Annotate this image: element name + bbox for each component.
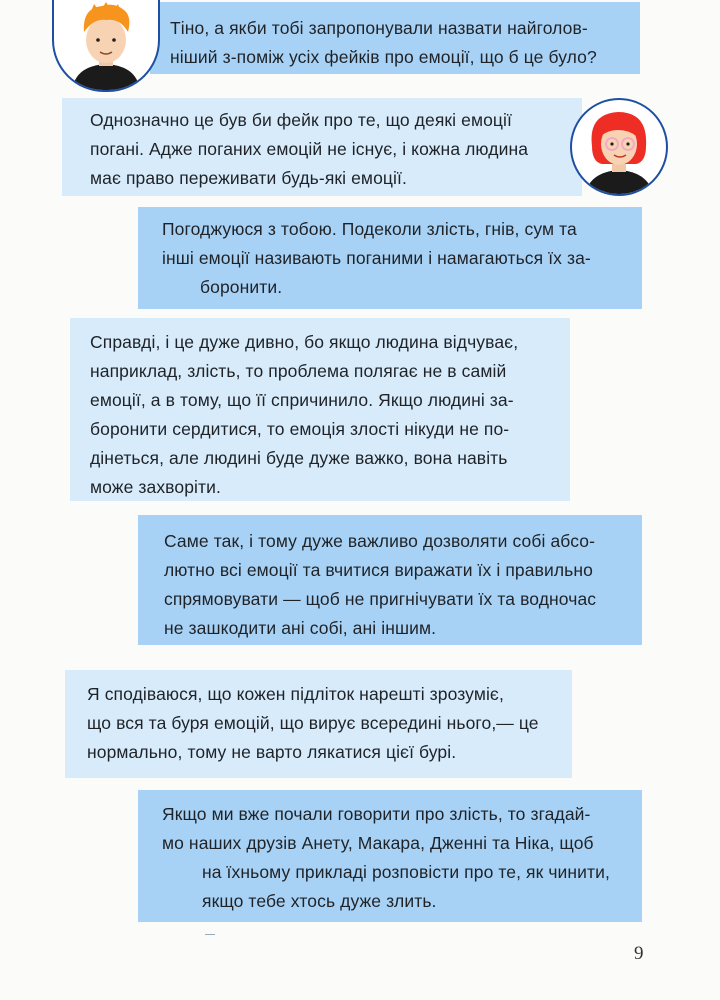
bubble-7-line-3: на їхньому прикладі розповісти про те, як чинити, bbox=[202, 862, 611, 882]
bubble-2-line-1: Однозначно це був би фейк про те, що деякі емоції bbox=[90, 110, 512, 130]
bubble-7-line-1: Якщо ми вже почали говорити про злість, то згадай- bbox=[162, 804, 591, 824]
bubble-1-line-1: Тіно, а якби тобі запропонували назвати найголов- bbox=[170, 18, 588, 38]
girl-avatar bbox=[570, 98, 668, 196]
bubble-6-line-3: нормально, тому не варто лякатися цієї бурі. bbox=[87, 742, 457, 762]
bubble-5-line-1: Саме так, і тому дуже важливо дозволяти собі абсо- bbox=[164, 531, 596, 551]
bubble-5-line-2: лютно всі емоції та вчитися виражати їх і правильно bbox=[164, 560, 593, 580]
page-number: 9 bbox=[634, 943, 644, 964]
bubble-4-line-4: боронити сердитися, то емоція злості нікуди не по- bbox=[90, 419, 510, 439]
bubble-4-line-5: дінеться, але людині буде дуже важко, вона навіть bbox=[90, 448, 508, 468]
speech-bubble-1 bbox=[150, 2, 640, 74]
bubble-6-line-2: що вся та буря емоцій, що вирує всередині нього,— це bbox=[87, 713, 539, 733]
bubble-3-line-3: боронити. bbox=[200, 277, 283, 297]
divider bbox=[205, 934, 215, 935]
bubble-4-line-2: наприклад, злість, то проблема полягає не в самій bbox=[90, 361, 507, 381]
speech-bubble-5 bbox=[138, 515, 642, 645]
bubble-3-line-2: інші емоції називають поганими і намагаються їх за- bbox=[162, 248, 591, 268]
speech-bubble-4 bbox=[70, 318, 570, 501]
bubble-1-line-2: ніший з-поміж усіх фейків про емоції, що б це було? bbox=[170, 47, 597, 67]
girl-face-icon bbox=[572, 100, 666, 194]
speech-bubble-2 bbox=[62, 98, 582, 196]
bubble-4-line-3: емоції, а в тому, що її спричинило. Якщо людині за- bbox=[90, 390, 514, 410]
bubble-5-line-4: не зашкодити ані собі, ані іншим. bbox=[164, 618, 437, 638]
bubble-4-line-1: Справді, і це дуже дивно, бо якщо людина відчуває, bbox=[90, 332, 519, 352]
speech-bubble-7 bbox=[138, 790, 642, 922]
boy-avatar bbox=[52, 0, 160, 92]
bubble-3-line-1: Погоджуюся з тобою. Подеколи злість, гнів, сум та bbox=[162, 219, 577, 239]
bubble-6-line-1: Я сподіваюся, що кожен підліток нарешті зрозуміє, bbox=[87, 684, 504, 704]
speech-bubble-3 bbox=[138, 207, 642, 309]
bubble-7-line-4: якщо тебе хтось дуже злить. bbox=[202, 891, 437, 911]
bubble-2-line-2: погані. Адже поганих емоцій не існує, і кожна людина bbox=[90, 139, 529, 159]
speech-bubble-6 bbox=[65, 670, 572, 778]
bubble-4-line-6: може захворіти. bbox=[90, 477, 221, 497]
boy-face-icon bbox=[54, 0, 158, 90]
bubble-7-line-2: мо наших друзів Анету, Макара, Дженні та Ніка, щоб bbox=[162, 833, 594, 853]
bubble-2-line-3: має право переживати будь-які емоції. bbox=[90, 168, 407, 188]
bubble-5-line-3: спрямовувати — щоб не пригнічувати їх та водночас bbox=[164, 589, 597, 609]
